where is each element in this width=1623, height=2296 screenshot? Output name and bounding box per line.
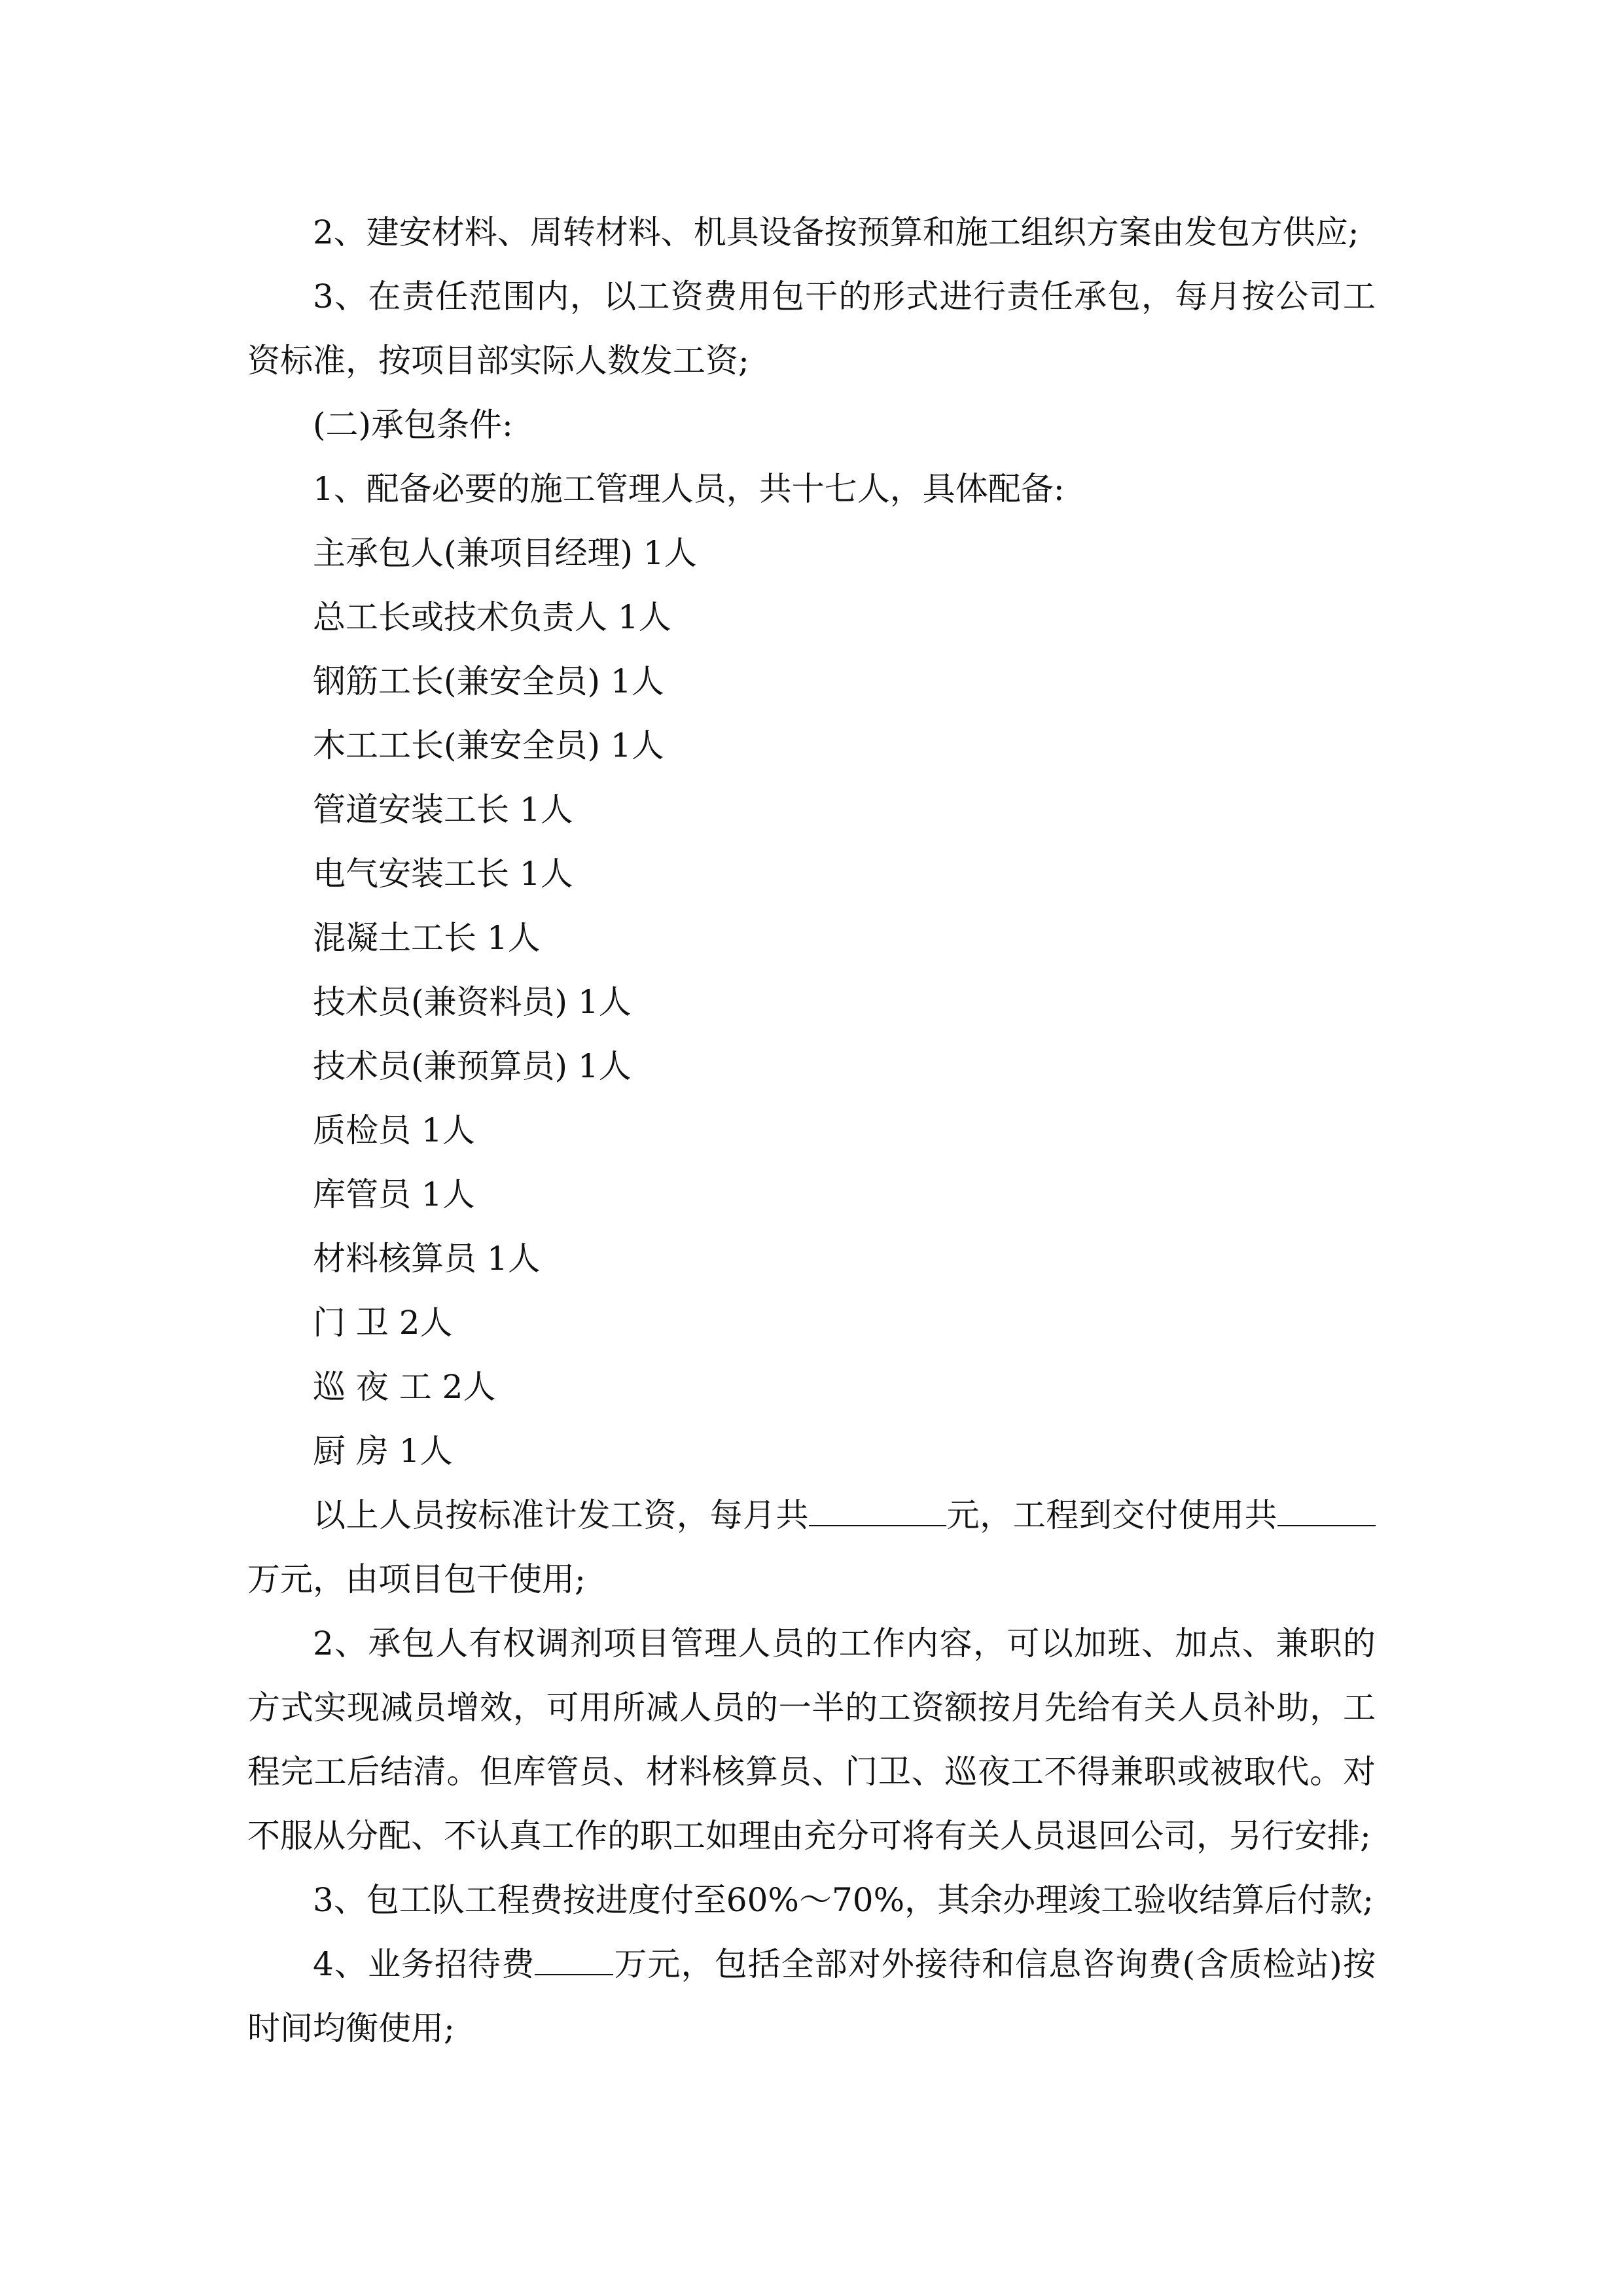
staff-item: 主承包人(兼项目经理) 1人 [313,534,697,572]
staff-item: 管道安装工长 1人 [313,791,573,829]
salary-text-1: 以上人员按标准计发工资，每月共 [313,1496,810,1534]
staff-list [247,521,1376,1483]
total-amount-blank [1277,1494,1376,1527]
paragraph-staff-adjustment: 2、承包人有权调剂项目管理人员的工作内容，可以加班、加点、兼职的方式实现减员增效，可用所减人员的一半的工资额按月先给有关人员补助，工程完工后结清。但库管员、材料核算员、门卫、巡夜工不得兼职或被取代。对不服从分配、不认真工作的职工如理由充分可将有关人员退回公司，另行安排; [247,1624,1376,1855]
staff-item: 混凝土工长 1人 [313,919,541,957]
staff-item: 门 卫 2人 [313,1304,453,1342]
document-body [247,200,1376,2060]
staff-item: 电气安装工长 1人 [313,855,573,893]
staff-item: 巡 夜 工 2人 [313,1368,496,1406]
section-heading-contract-conditions: (二)承包条件: [313,406,513,444]
paragraph-salary-total [247,1483,1376,1611]
paragraph-hospitality-fee [247,1932,1376,2060]
salary-text-2: 元，工程到交付使用共 [946,1496,1278,1534]
monthly-amount-blank [809,1494,946,1527]
staff-item: 木工工长(兼安全员) 1人 [313,726,664,764]
salary-text-3: 万元，由项目包干使用; [247,1560,586,1598]
staff-item: 库管员 1人 [313,1175,475,1213]
paragraph-wage-contract: 3、在责任范围内，以工资费用包干的形式进行责任承包，每月按公司工资标准，按项目部实际人数发工资; [247,278,1376,380]
staff-item: 钢筋工长(兼安全员) 1人 [313,662,664,700]
paragraph-payment-progress: 3、包工队工程费按进度付至60%～70%，其余办理竣工验收结算后付款; [313,1881,1374,1919]
staff-item: 厨 房 1人 [313,1432,453,1470]
paragraph-material-supply: 2、建安材料、周转材料、机具设备按预算和施工组织方案由发包方供应; [313,213,1359,251]
paragraph-staffing: 1、配备必要的施工管理人员，共十七人，具体配备: [313,470,1065,508]
staff-item: 技术员(兼资料员) 1人 [313,983,632,1021]
staff-item: 材料核算员 1人 [313,1240,541,1278]
hospitality-amount-blank [535,1943,613,1976]
hospitality-text-2: 万元，包括全部对外接待和信息咨询费(含质检站)按时间均衡使用; [247,1945,1376,2047]
staff-item: 技术员(兼预算员) 1人 [313,1047,632,1085]
staff-item: 总工长或技术负责人 1人 [313,598,671,636]
hospitality-text-1: 4、业务招待费 [313,1945,535,1983]
staff-item: 质检员 1人 [313,1111,475,1149]
